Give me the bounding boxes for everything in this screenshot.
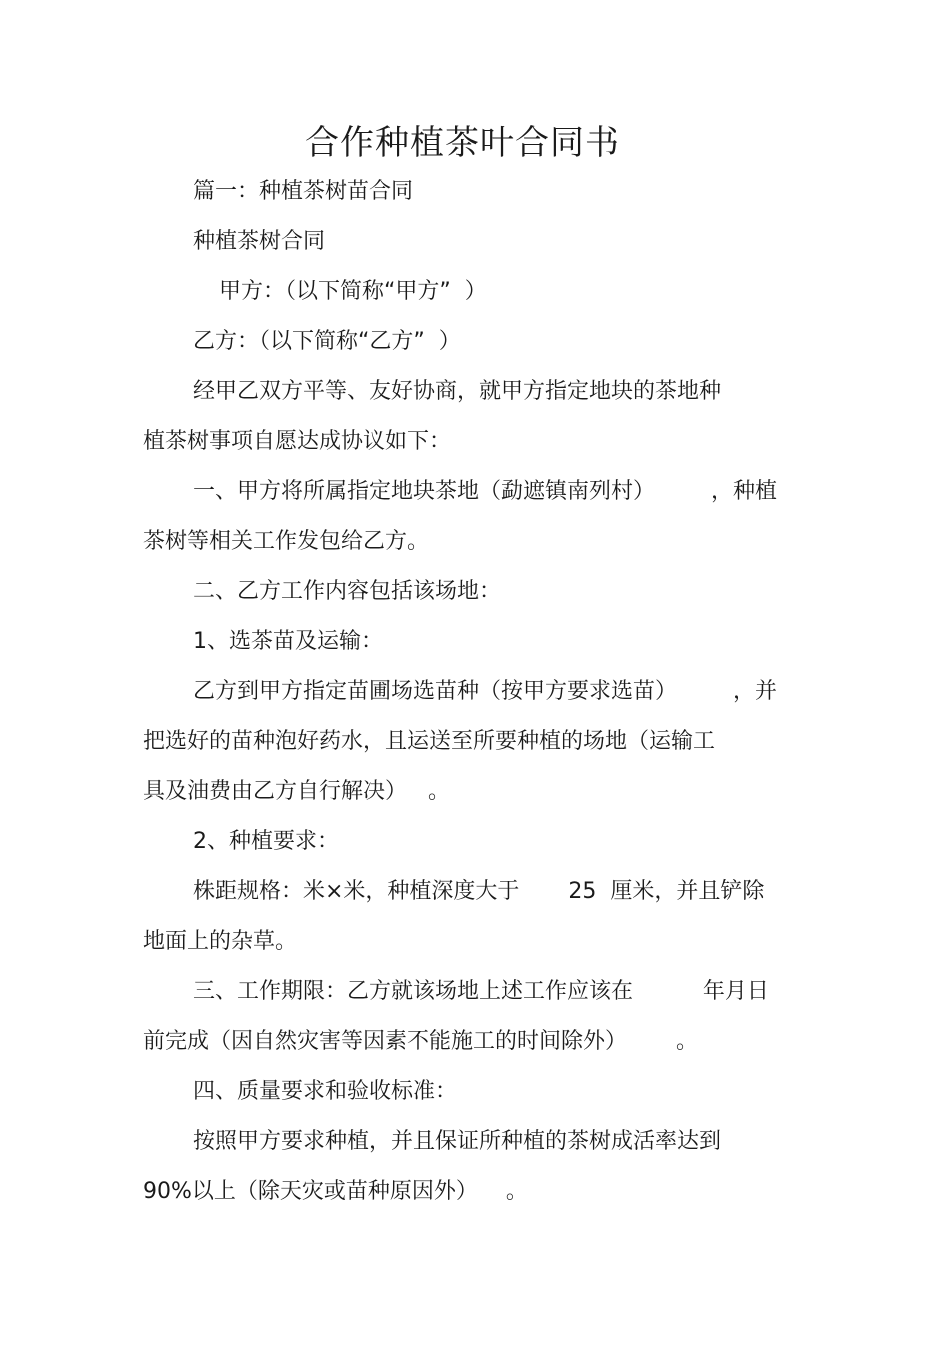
paragraph-line: 株距规格：米×米，种植深度大于 25 厘米，并且铲除 bbox=[193, 879, 765, 904]
contract-subtitle: 种植茶树合同 bbox=[193, 229, 326, 254]
party-b-line: 乙方：（以下简称“乙方” ） bbox=[193, 329, 461, 354]
clause-2-item-2: 2、种植要求： bbox=[193, 829, 339, 854]
clause-4-heading: 四、质量要求和验收标准： bbox=[193, 1079, 458, 1104]
clause-2-heading: 二、乙方工作内容包括该场地： bbox=[193, 579, 502, 604]
clause-3-line: 前完成（因自然灾害等因素不能施工的时间除外） 。 bbox=[143, 1029, 698, 1054]
paragraph-line: 把选好的苗种泡好药水，且运送至所要种植的场地（运输工 bbox=[143, 729, 716, 754]
clause-3-line: 三、工作期限：乙方就该场地上述工作应该在 年月日 bbox=[193, 979, 769, 1004]
paragraph-line: 按照甲方要求种植，并且保证所种植的茶树成活率达到 bbox=[193, 1129, 722, 1154]
paragraph-line: 具及油费由乙方自行解决） 。 bbox=[143, 779, 450, 804]
clause-1-line: 茶树等相关工作发包给乙方。 bbox=[143, 529, 430, 554]
party-a-line: 甲方：（以下简称“甲方” ） bbox=[219, 279, 487, 304]
paragraph-line: 经甲乙双方平等、友好协商，就甲方指定地块的茶地种 bbox=[193, 379, 722, 404]
document-title: 合作种植茶叶合同书 bbox=[305, 123, 620, 163]
section-heading-1: 篇一：种植茶树苗合同 bbox=[193, 179, 414, 204]
paragraph-line: 植茶树事项自愿达成协议如下： bbox=[143, 429, 452, 454]
clause-1-line: 一、甲方将所属指定地块茶地（勐遮镇南列村） ，种植 bbox=[193, 479, 777, 504]
paragraph-line: 90%以上（除天灾或苗种原因外） 。 bbox=[143, 1179, 528, 1204]
paragraph-line: 地面上的杂草。 bbox=[143, 929, 298, 954]
paragraph-line: 乙方到甲方指定苗圃场选苗种（按甲方要求选苗） ，并 bbox=[193, 679, 777, 704]
clause-2-item-1: 1、选茶苗及运输： bbox=[193, 629, 383, 654]
